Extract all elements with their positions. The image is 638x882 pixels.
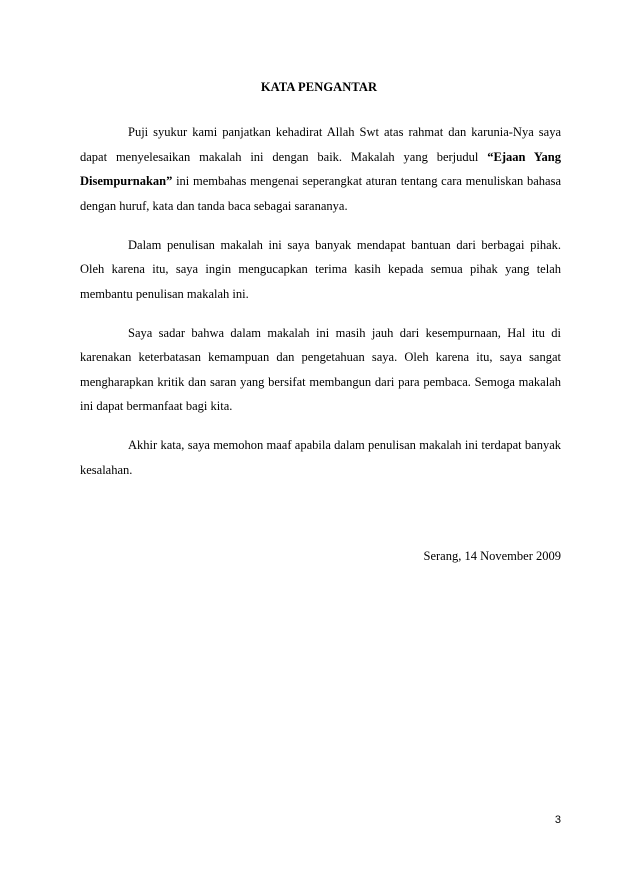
paragraph-4: Akhir kata, saya memohon maaf apabila dalam penulisan makalah ini terdapat banyak kesalahan. — [80, 438, 561, 477]
paragraph-1-text-end: ini membahas mengenai seperangkat aturan tentang cara menuliskan bahasa dengan huruf, kata dan tanda baca sebagai sarananya. — [80, 174, 561, 213]
signature-place-date: Serang, 14 November 2009 — [423, 549, 561, 563]
paragraph-1-bold-title: “Ejaan Yang Disempurnakan” — [80, 149, 561, 188]
paragraph-2: Dalam penulisan makalah ini saya banyak mendapat bantuan dari berbagai pihak. Oleh karena itu, saya ingin mengucapkan terima kasih kepada semua pihak yang telah membantu penulisan makalah ini. — [80, 237, 561, 301]
paragraph-3: Saya sadar bahwa dalam makalah ini masih jauh dari kesempurnaan, Hal itu di karenakan keterbatasan kemampuan dan pengetahuan saya. Oleh karena itu, saya sangat mengharapkan kritik dan saran yang bersifat membangun dari para pembaca. Semoga makalah ini dapat bermanfaat bagi kita. — [80, 325, 561, 413]
page-title: KATA PENGANTAR — [260, 80, 378, 94]
page-number: 3 — [554, 814, 561, 826]
paragraph-1-text-start: Puji syukur kami panjatkan kehadirat Allah Swt atas rahmat dan karunia-Nya saya dapat menyelesaikan makalah ini dengan baik. Makalah yang berjudul — [80, 125, 561, 164]
paragraph-1 — [80, 120, 561, 218]
body-text — [80, 120, 561, 497]
